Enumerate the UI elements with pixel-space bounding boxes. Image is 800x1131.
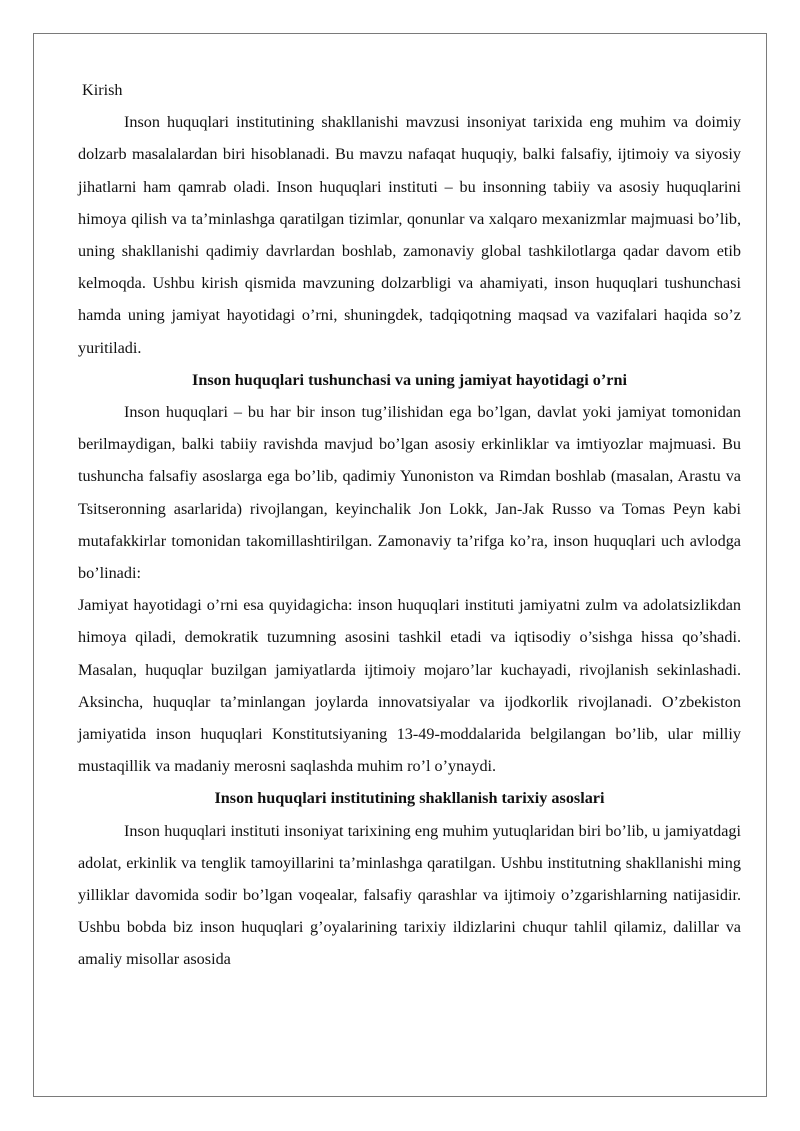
document-body: [78, 74, 741, 976]
section1-paragraph-2: Jamiyat hayotidagi o’rni esa quyidagicha: inson huquqlari instituti jamiyatni zulm va adolatsizlikdan himoya qiladi, demokratik tuzumning asosini tashkil etadi va iqtisodiy o’sishga hissa qo’shadi. Masalan, huquqlar buzilgan jamiyatlarda ijtimoiy mojaro’lar kuchayadi, rivojlanish sekinlashadi. Aksincha, huquqlar ta’minlangan joylarda innovatsiyalar va ijodkorlik rivojlanadi. O’zbekiston jamiyatida inson huquqlari Konstitutsiyaning 13-49-moddalarida belgilangan bo’lib, ular milliy mustaqillik va madaniy merosni saqlashda muhim ro’l o’ynaydi.: [78, 596, 741, 776]
section2-paragraph-1: Inson huquqlari instituti insoniyat tarixining eng muhim yutuqlaridan biri bo’lib, u jamiyatdagi adolat, erkinlik va tenglik tamoyillarini ta’minlashga qaratilgan. Ushbu institutning shakllanishi ming yilliklar davomida sodir bo’lgan voqealar, falsafiy qarashlar va ijtimoiy o’zgarishlarning natijasidir. Ushbu bobda biz inson huquqlari g’oyalarining tarixiy ildizlarini chuqur tahlil qilamiz, dalillar va amaliy misollar asosida: [78, 821, 741, 969]
intro-heading: Kirish: [82, 81, 123, 99]
section2-title: Inson huquqlari institutining shakllanish tarixiy asoslari: [214, 789, 605, 808]
intro-paragraph: Inson huquqlari institutining shakllanishi mavzusi insoniyat tarixida eng muhim va doimiy dolzarb masalalardan biri hisoblanadi. Bu mavzu nafaqat huquqiy, balki falsafiy, ijtimoiy va siyosiy jihatlarni ham qamrab oladi. Inson huquqlari instituti – bu insonning tabiiy va asosiy huquqlarini himoya qilish va ta’minlashga qaratilgan tizimlar, qonunlar va xalqaro mexanizmlar majmuasi bo’lib, uning shakllanishi qadimiy davrlardan boshlab, zamonaviy global tashkilotlarga qadar davom etib kelmoqda. Ushbu kirish qismida mavzuning dolzarbligi va ahamiyati, inson huquqlari tushunchasi hamda uning jamiyat hayotidagi o’rni, shuningdek, tadqiqotning maqsad va vazifalari haqida so’z yuritiladi.: [78, 113, 741, 357]
section1-paragraph-1: Inson huquqlari – bu har bir inson tug’ilishidan ega bo’lgan, davlat yoki jamiyat tomonidan berilmaydigan, balki tabiiy ravishda mavjud bo’lgan asosiy erkinliklar va imtiyozlar majmuasi. Bu tushuncha falsafiy asoslarga ega bo’lib, qadimiy Yunoniston va Rimdan boshlab (masalan, Arastu va Tsitseronning asarlarida) rivojlangan, keyinchalik Jon Lokk, Jan-Jak Russo va Tomas Peyn kabi mutafakkirlar tomonidan takomillashtirilgan. Zamonaviy ta’rifga ko’ra, inson huquqlari uch avlodga bo’linadi:: [78, 403, 741, 583]
section1-title: Inson huquqlari tushunchasi va uning jamiyat hayotidagi o’rni: [192, 370, 627, 389]
